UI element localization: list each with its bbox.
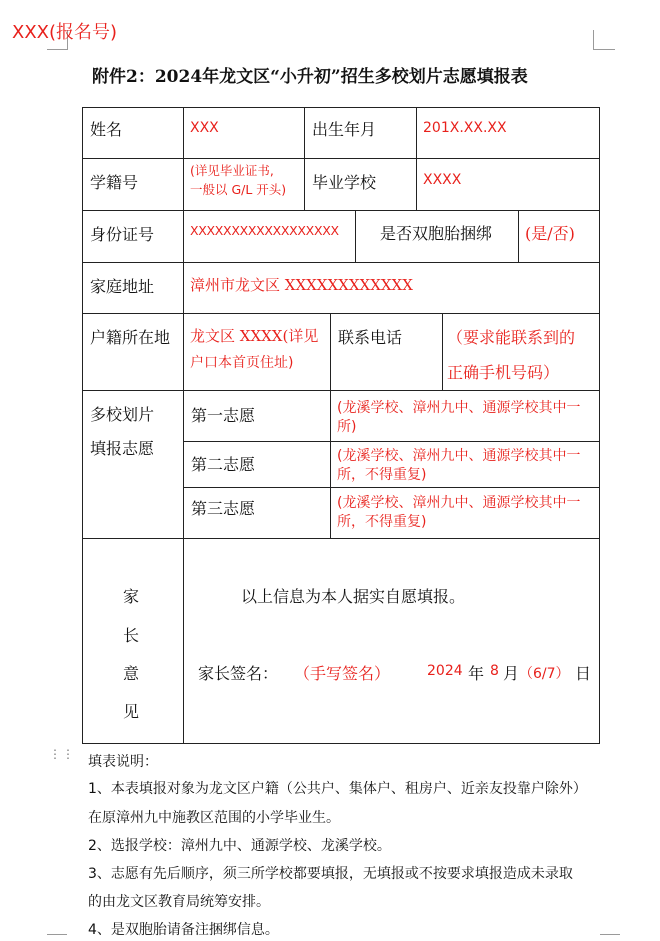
corner-mark-top-right-h [593, 49, 615, 50]
table-border-right [599, 107, 600, 744]
school-field[interactable]: XXXX [423, 172, 462, 188]
parent-opinion-label: 家 [123, 587, 140, 606]
column-divider [330, 313, 331, 391]
date-day-suffix: 日 [575, 664, 592, 683]
row-divider [82, 390, 600, 391]
row-divider [183, 487, 600, 488]
page-title: 附件2：2024年龙文区“小升初”招生多校划片志愿填报表 [92, 67, 528, 87]
table-border-left [82, 107, 83, 744]
row-divider [82, 262, 600, 263]
column-divider [518, 210, 519, 263]
column-divider [355, 210, 356, 263]
birth-label: 出生年月 [312, 120, 377, 139]
date-month-suffix: 月 [503, 664, 520, 683]
signature-field[interactable]: （手写签名） [294, 664, 391, 683]
student-id-hint: (详见毕业证书, [190, 163, 274, 178]
notes-item: 1、本表填报对象为龙文区户籍（公共户、集体户、租房户、近亲友投靠户除外） [88, 781, 587, 797]
column-divider [304, 107, 305, 211]
choices-label: 填报志愿 [90, 439, 155, 458]
birth-field[interactable]: 201X.XX.XX [423, 120, 507, 136]
corner-mark-bottom-left-h [47, 934, 67, 935]
school-label: 毕业学校 [312, 173, 377, 192]
first-choice-label: 第一志愿 [191, 406, 256, 425]
corner-mark-top-right-v [593, 30, 594, 50]
table-border-bottom [82, 743, 600, 744]
row-divider [82, 158, 600, 159]
phone-hint: （要求能联系到的 [447, 328, 576, 347]
notes-item: 的由龙文区教育局统筹安排。 [88, 894, 270, 910]
table-border-top [82, 107, 600, 108]
student-id-label: 学籍号 [90, 173, 139, 192]
row-divider [183, 441, 600, 442]
second-choice-label: 第二志愿 [191, 455, 256, 474]
third-choice-label: 第三志愿 [191, 499, 256, 518]
choice-hint: (龙溪学校、漳州九中、通源学校其中一 [337, 400, 581, 416]
choice-hint: 所) [337, 419, 357, 435]
corner-mark-top-left-h [47, 49, 67, 50]
corner-mark-bottom-right-h [600, 934, 620, 935]
notes-heading: 填表说明： [88, 754, 158, 770]
notes-item: 3、志愿有先后顺序，须三所学校都要填报，无填报或不按要求填报造成未录取 [88, 866, 573, 882]
row-divider [82, 313, 600, 314]
phone-label: 联系电话 [338, 328, 403, 347]
parent-opinion-label: 长 [123, 626, 140, 645]
id-number-label: 身份证号 [90, 225, 155, 244]
choice-hint: 所，不得重复) [337, 514, 427, 530]
date-month: 8 [490, 663, 499, 679]
drag-handle-icon[interactable]: ⋮⋮ [49, 747, 75, 761]
choices-label: 多校划片 [90, 405, 155, 424]
home-address-label: 家庭地址 [90, 277, 155, 296]
twins-label: 是否双胞胎捆绑 [380, 224, 493, 243]
phone-hint: 正确手机号码） [447, 363, 560, 382]
choice-hint: (龙溪学校、漳州九中、通源学校其中一 [337, 495, 581, 511]
column-divider [183, 107, 184, 744]
row-divider [82, 210, 600, 211]
signature-label: 家长签名： [198, 664, 279, 683]
hukou-value: 户口本首页住址) [190, 355, 294, 371]
student-id-hint: 一般以 G/L 开头) [190, 182, 287, 197]
date-year-suffix: 年 [468, 664, 485, 683]
registration-number: XXX(报名号) [12, 22, 118, 43]
date-day: （6/7） [519, 666, 570, 682]
name-field[interactable]: XXX [190, 120, 219, 136]
name-label: 姓名 [90, 120, 123, 139]
column-divider [330, 390, 331, 539]
hukou-value: 龙文区 XXXX(详见 [190, 327, 319, 345]
parent-opinion-label: 意 [123, 664, 140, 683]
column-divider [442, 313, 443, 391]
choice-hint: 所，不得重复) [337, 467, 427, 483]
notes-item: 在原漳州九中施教区范围的小学毕业生。 [88, 810, 340, 826]
twins-field[interactable]: (是/否) [525, 224, 575, 243]
declaration-text: 以上信息为本人据实自愿填报。 [241, 587, 466, 606]
row-divider [82, 538, 600, 539]
column-divider [416, 107, 417, 211]
notes-item: 4、是双胞胎请备注捆绑信息。 [88, 922, 279, 938]
hukou-label: 户籍所在地 [90, 328, 171, 347]
date-year: 2024 [427, 663, 463, 679]
choice-hint: (龙溪学校、漳州九中、通源学校其中一 [337, 448, 581, 464]
id-number-field[interactable]: XXXXXXXXXXXXXXXXXX [190, 223, 339, 238]
notes-item: 2、选报学校：漳州九中、通源学校、龙溪学校。 [88, 838, 391, 854]
parent-opinion-label: 见 [123, 702, 140, 721]
home-address-field[interactable]: 漳州市龙文区 XXXXXXXXXXXX [190, 276, 413, 294]
